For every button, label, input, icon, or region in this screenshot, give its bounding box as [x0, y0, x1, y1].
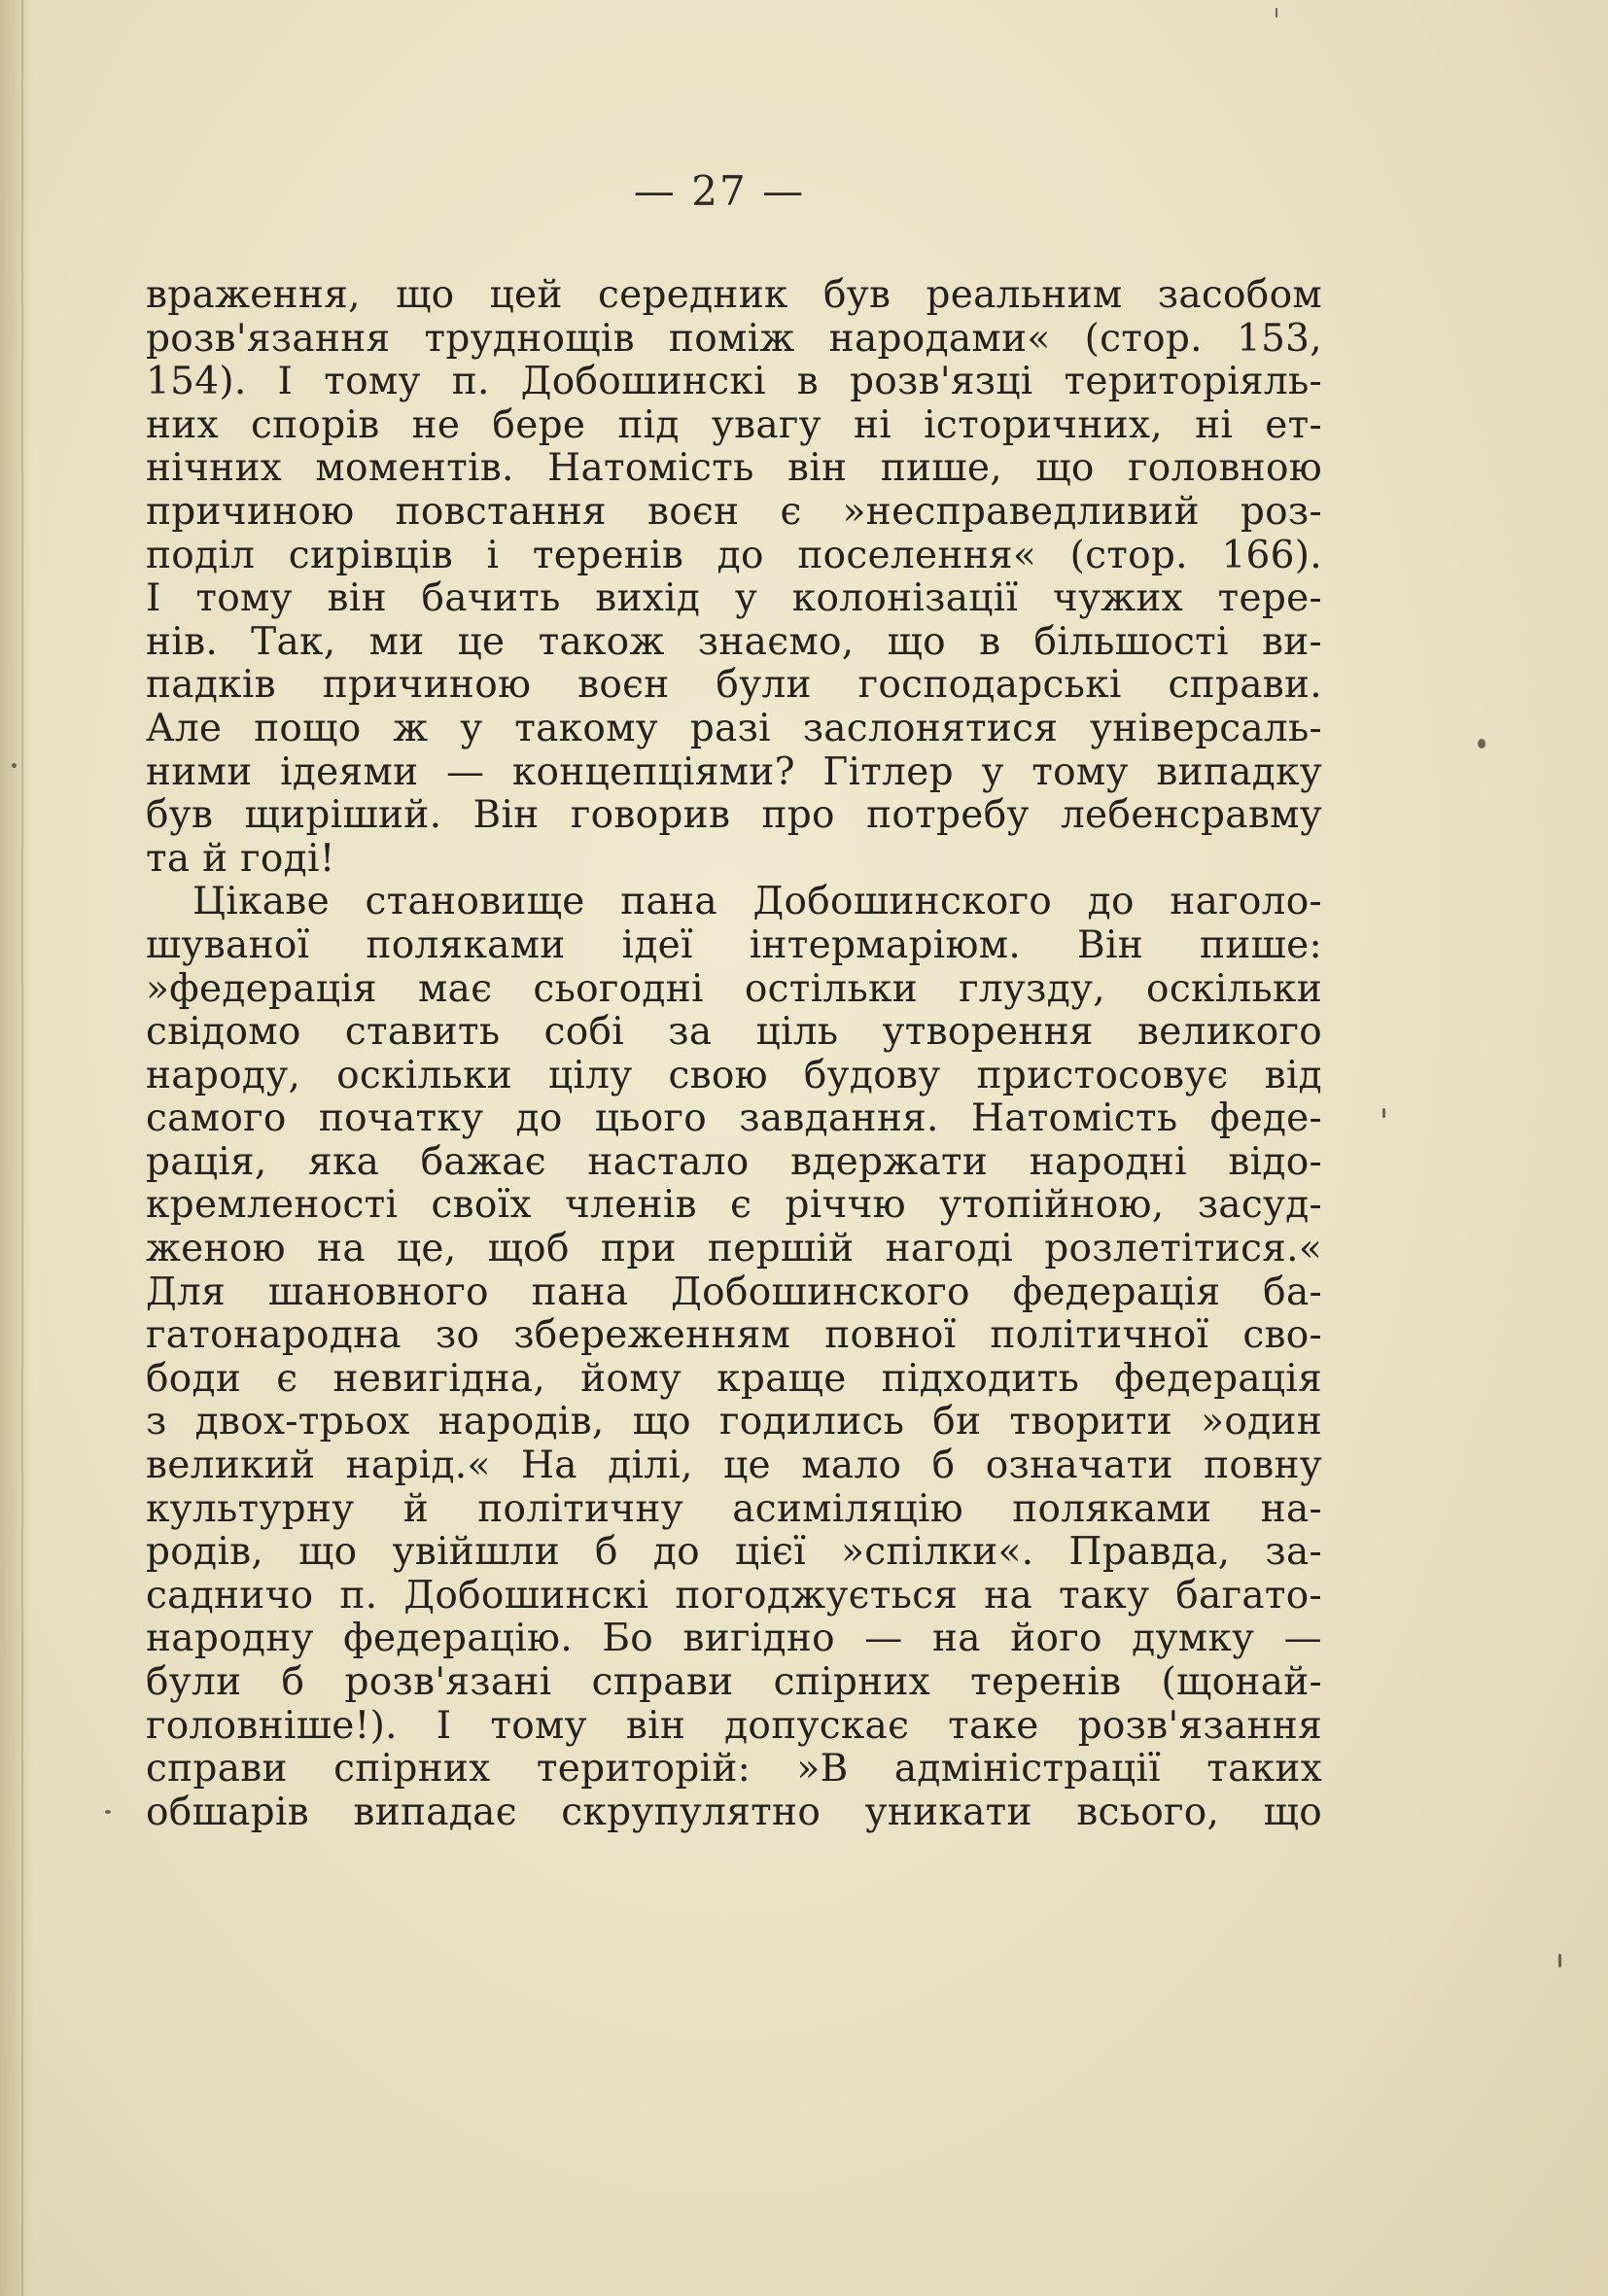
text-line: женою на це, щоб при першій нагоді розлетітися.«: [146, 1228, 1322, 1271]
text-line: шуваної поляками ідеї інтермаріюм. Він пише:: [146, 923, 1322, 967]
text-line: обшарів випадає скрупулятно уникати всього, що: [146, 1791, 1322, 1834]
text-line: самого початку до цього завдання. Натомість феде-: [146, 1097, 1322, 1141]
text-line: розв'язання труднощів поміж народами« (стор. 153,: [146, 317, 1322, 361]
paper-speck: [105, 1810, 111, 1814]
text-line: народну федерацію. Бо вигідно — на його думку —: [146, 1618, 1322, 1661]
text-line: були б розв'язані справи спірних теренів (щонай-: [146, 1661, 1322, 1704]
text-line: був щиріший. Він говорив про потребу лебенсравму: [146, 794, 1322, 838]
text-line: головніше!). І тому він допускає таке розв'язання: [146, 1704, 1322, 1748]
paper-speck: [1478, 739, 1486, 748]
text-line: з двох-трьох народів, що годились би творити »один: [146, 1401, 1322, 1444]
text-line: кремленості своїх членів є річчю утопійною, засуд-: [146, 1184, 1322, 1228]
text-line: боди є невигідна, йому краще підходить федерація: [146, 1357, 1322, 1401]
text-line: них спорів не бере під увагу ні історичних, ні ет-: [146, 403, 1322, 447]
text-line: причиною повстання воєн є »несправедливий роз-: [146, 490, 1322, 534]
text-line: народу, оскільки цілу свою будову пристосовує від: [146, 1054, 1322, 1097]
paper-speck: [1276, 8, 1277, 17]
text-line: культурну й політичну асиміляцію поляками на-: [146, 1487, 1322, 1531]
text-line: рація, яка бажає настало вдержати народні відо-: [146, 1140, 1322, 1184]
paper-speck: [12, 763, 17, 768]
text-line: нів. Так, ми це також знаємо, що в більшості ви-: [146, 620, 1322, 664]
body-text: [146, 274, 1322, 1834]
paper-speck: [1558, 1954, 1561, 1967]
page-edge-shadow: [0, 0, 33, 2296]
text-line: І тому він бачить вихід у колонізації чужих тере-: [146, 577, 1322, 621]
text-line: великий нарід.« На ділі, це мало б означати повну: [146, 1444, 1322, 1488]
paper-speck: [1382, 1108, 1385, 1118]
text-line: ними ідеями — концепціями? Гітлер у тому випадку: [146, 750, 1322, 794]
page-edge-line: [21, 0, 23, 2296]
text-line: гатонародна зо збереженням повної політичної сво-: [146, 1314, 1322, 1358]
text-line: справи спірних територій: »В адміністрації таких: [146, 1748, 1322, 1792]
text-line: поділ сирівців і теренів до поселення« (стор. 166).: [146, 534, 1322, 577]
text-line: родів, що увійшли б до цієї »спілки«. Правда, за-: [146, 1531, 1322, 1575]
text-line: та й годі!: [146, 837, 335, 881]
text-line: Цікаве становище пана Добошинского до наголо-: [192, 881, 1322, 924]
page-number: — 27 —: [633, 167, 806, 215]
text-line: »федерація має сьогодні остільки глузду, оскільки: [146, 967, 1322, 1011]
text-line: свідомо ставить собі за ціль утворення великого: [146, 1011, 1322, 1055]
text-line: садничо п. Добошинскі погоджується на таку багато-: [146, 1574, 1322, 1618]
text-line: падків причиною воєн були господарські справи.: [146, 664, 1322, 708]
text-line: враження, що цей середник був реальним засобом: [146, 274, 1322, 317]
text-line: Для шановного пана Добошинского федерація ба-: [146, 1270, 1322, 1314]
text-line: нічних моментів. Натомість він пише, що головною: [146, 447, 1322, 491]
text-line: Але пощо ж у такому разі заслонятися універсаль-: [146, 707, 1322, 750]
text-line: 154). І тому п. Добошинскі в розв'язці територіяль-: [146, 361, 1322, 404]
